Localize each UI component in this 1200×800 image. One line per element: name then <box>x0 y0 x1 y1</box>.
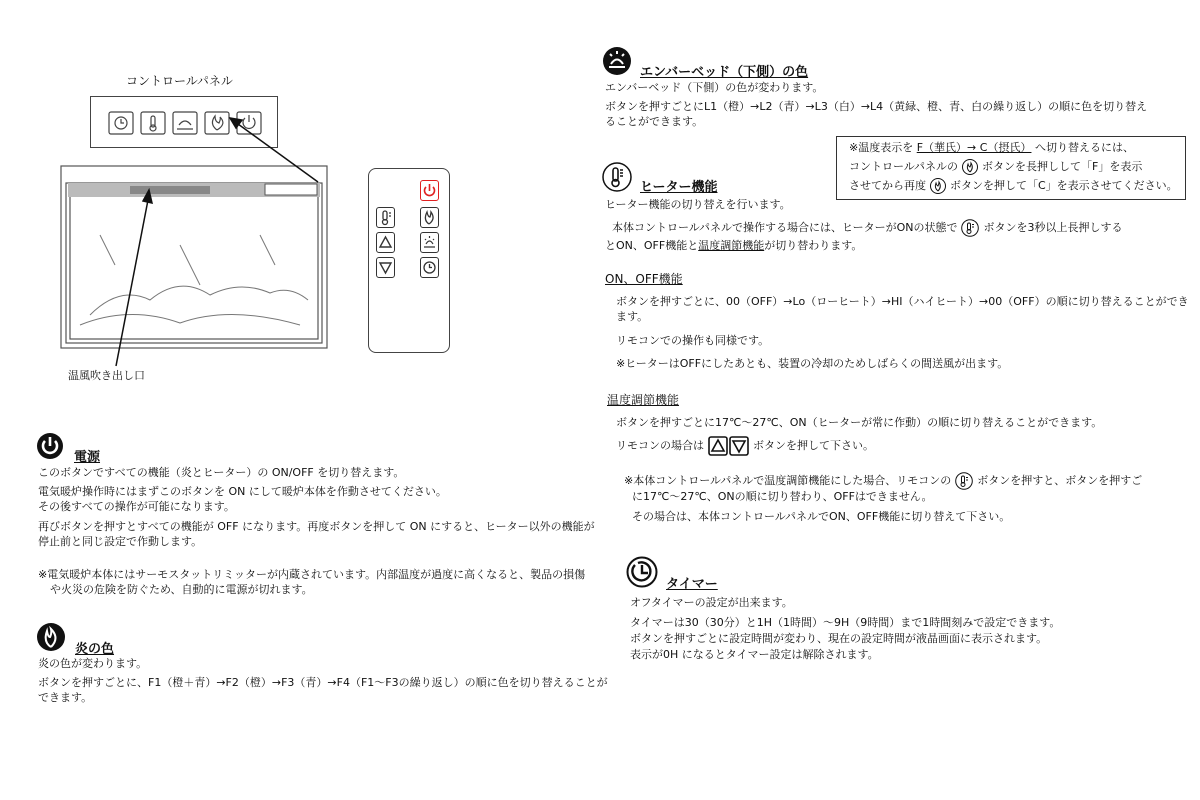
onoff-text-1a: ボタンを押すごとに、00（OFF）→Lo（ローヒート）→HI（ハイヒート）→00（OFF）の順に切り替えることができ <box>616 295 1189 308</box>
remote-down-button[interactable] <box>376 257 395 278</box>
temp-note-3: その場合は、本体コントロールパネルでON、OFF機能に切り替えて下さい。 <box>632 510 1011 523</box>
temperature-unit-note <box>836 136 1186 200</box>
onoff-text-2: リモコンでの操作も同様です。 <box>616 334 770 347</box>
power-icon <box>421 181 438 200</box>
pointer-lines <box>0 0 340 390</box>
note-line3-post: ボタンを押して「C」を表示させてください。 <box>950 179 1178 192</box>
timer-text-3: ボタンを押すごとに設定時間が変わり、現在の設定時間が液晶画面に表示されます。 <box>630 632 1048 645</box>
power-icon <box>36 432 64 460</box>
temp-control-title: 温度調節機能 <box>607 393 680 407</box>
thermometer-icon <box>377 208 394 227</box>
heater-text-3-link: 温度調節機能 <box>698 239 765 252</box>
heater-text-3-pre: とON、OFF機能と <box>605 239 699 252</box>
thermometer-icon <box>955 472 973 490</box>
temp-note-2: に17℃～27℃、ONの順に切り替わり、OFFはできません。 <box>632 490 933 503</box>
remote-power-button[interactable] <box>420 180 439 201</box>
onoff-text-1b: ます。 <box>616 310 649 323</box>
temp-control-text-1: ボタンを押すごとに17℃～27℃、ON（ヒーターが常に作動）の順に切り替えることができます。 <box>616 416 1103 429</box>
timer-icon <box>626 556 658 588</box>
heater-text-1: ヒーター機能の切り替えを行います。 <box>605 198 791 211</box>
power-note-2: や火災の危険を防ぐため、自動的に電源が切れます。 <box>50 583 313 596</box>
power-text-3a: 再びボタンを押すとすべての機能が OFF になります。再度ボタンを押して ON にすると、ヒーター以外の機能が <box>38 520 595 533</box>
onoff-title: ON、OFF機能 <box>605 272 683 286</box>
power-note-1: ※電気暖炉本体にはサーモスタットリミッターが内蔵されています。内部温度が過度に高くなると、製品の損傷 <box>38 568 586 581</box>
up-arrow-icon <box>708 436 728 456</box>
ember-icon <box>421 233 438 252</box>
temp-control-text-2-post: ボタンを押して下さい。 <box>753 439 874 452</box>
heater-title: ヒーター機能 <box>640 180 718 195</box>
note-line2-pre: コントロールパネルの <box>849 160 959 173</box>
temp-note-1-post: ボタンを押すと、ボタンを押すご <box>977 474 1143 487</box>
temp-note-1-pre: ※本体コントロールパネルで温度調節機能にした場合、リモコンの <box>624 474 952 487</box>
outlet-label: 温風吹き出し口 <box>68 369 145 382</box>
heater-text-3-post: が切り替わります。 <box>764 239 863 252</box>
note-line1-unit: F（華氏）→ C（摂氏） <box>916 141 1032 154</box>
flame-title: 炎の色 <box>75 642 115 657</box>
flame-text-2a: ボタンを押すごとに、F1（橙＋青）→F2（橙）→F3（青）→F4（F1～F3の繰り返し）の順に色を切り替えることが <box>38 676 608 689</box>
power-title: 電源 <box>74 450 101 465</box>
ember-icon <box>602 46 632 76</box>
remote-timer-button[interactable] <box>420 257 439 278</box>
heater-text-2-post: ボタンを3秒以上長押しする <box>983 221 1123 234</box>
flame-text-2b: できます。 <box>38 691 93 704</box>
timer-icon <box>421 258 438 277</box>
flame-text-1: 炎の色が変わります。 <box>38 657 148 670</box>
ember-text-2b: ることができます。 <box>605 115 704 128</box>
power-text-2b: その後すべての操作が可能になります。 <box>38 500 235 513</box>
remote-heater-button[interactable] <box>376 207 395 228</box>
power-text-2a: 電気暖炉操作時にはまずこのボタンを ON にして暖炉本体を作動させてください。 <box>38 485 447 498</box>
flame-icon <box>962 159 978 175</box>
note-line2-post: ボタンを長押しして「F」を表示 <box>982 160 1143 173</box>
temp-control-text-2-pre: リモコンの場合は <box>616 439 704 452</box>
ember-title: エンバーベッド（下側）の色 <box>640 65 809 80</box>
power-text-1: このボタンですべての機能（炎とヒーター）の ON/OFF を切り替えます。 <box>38 466 405 479</box>
down-arrow-icon <box>377 258 394 277</box>
onoff-text-3: ※ヒーターはOFFにしたあとも、装置の冷却のためしばらくの間送風が出ます。 <box>616 357 1009 370</box>
thermometer-icon <box>602 162 632 192</box>
ember-text-1: エンバーベッド（下側）の色が変わります。 <box>605 81 824 94</box>
flame-icon <box>421 208 438 227</box>
flame-icon <box>36 622 66 652</box>
timer-text-1: オフタイマーの設定が出来ます。 <box>630 596 793 609</box>
power-text-3b: 停止前と同じ設定で作動します。 <box>38 535 203 548</box>
note-line1-post: へ切り替えるには、 <box>1031 141 1134 154</box>
up-arrow-icon <box>377 233 394 252</box>
timer-text-2: タイマーは30（30分）と1H（1時間）～9H（9時間）まで1時間刻みで設定できます。 <box>630 616 1061 629</box>
remote-up-button[interactable] <box>376 232 395 253</box>
timer-title: タイマー <box>666 577 718 592</box>
heater-text-2-pre: 本体コントロールパネルで操作する場合には、ヒーターがONの状態で <box>612 221 958 234</box>
flame-icon <box>930 178 946 194</box>
remote-flame-button[interactable] <box>420 207 439 228</box>
ember-text-2a: ボタンを押すごとにL1（橙）→L2（青）→L3（白）→L4（黄緑、橙、青、白の繰り返し）の順に色を切り替え <box>605 100 1148 113</box>
remote-ember-button[interactable] <box>420 232 439 253</box>
note-line3-pre: させてから再度 <box>849 179 926 192</box>
control-panel-title: コントロールパネル <box>126 74 233 88</box>
timer-text-4: 表示が0H になるとタイマー設定は解除されます。 <box>630 648 879 661</box>
down-arrow-icon <box>729 436 749 456</box>
thermometer-icon <box>961 219 979 237</box>
note-line1-pre: ※温度表示を <box>849 141 917 154</box>
remote-diagram <box>368 168 450 353</box>
